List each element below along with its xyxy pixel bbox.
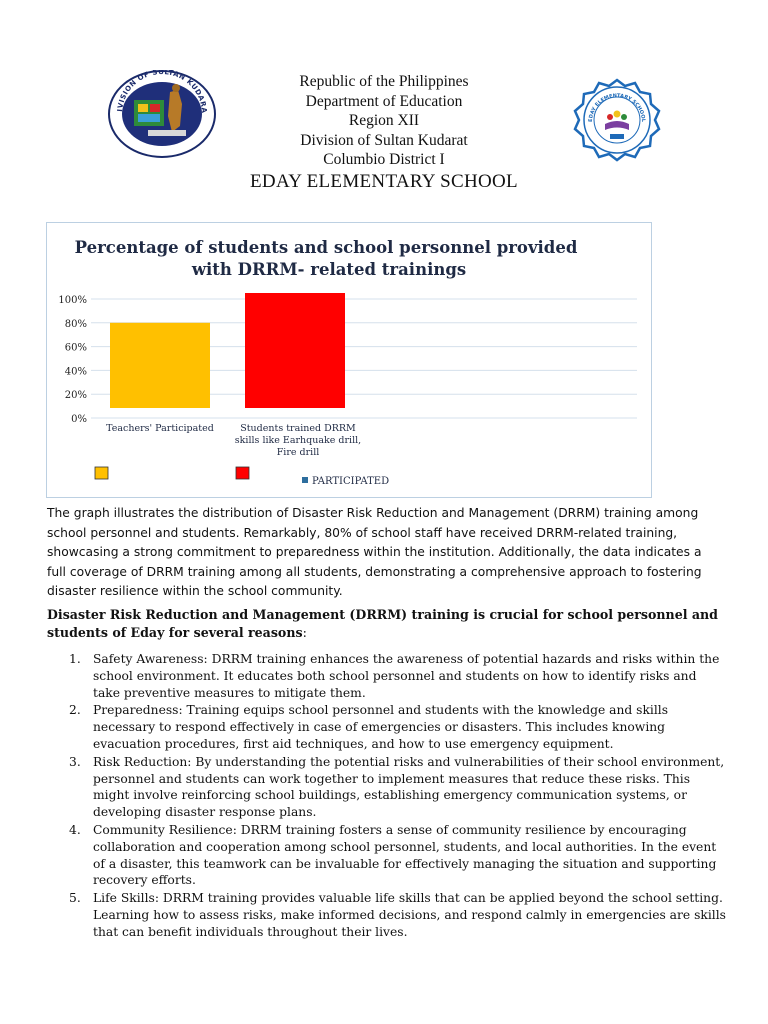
drrm-training-chart bbox=[46, 222, 652, 498]
letterhead-line-region: Region XII bbox=[348, 112, 420, 129]
list-item-text: Preparedness: Training equips school personnel and students with the knowledge and skills necessary to respond effectively in case of emergencies or disasters. This includes knowing evacuation procedures, first aid techniques, and how to use emergency equipment. bbox=[93, 703, 669, 751]
reasons-list bbox=[47, 651, 727, 942]
section-heading-colon: : bbox=[302, 625, 307, 640]
list-item-text: Safety Awareness: DRRM training enhances the awareness of potential hazards and risks within the school environment. It educates both school personnel and students on how to identify risks and take preventive measures to mitigate them. bbox=[93, 652, 720, 700]
x-tick-label: Students trained DRRM bbox=[240, 423, 356, 434]
y-tick-label: 100% bbox=[58, 295, 87, 306]
legend-swatch-red bbox=[236, 467, 249, 479]
list-item bbox=[47, 890, 727, 940]
legend-swatch-yellow bbox=[95, 467, 108, 479]
y-tick-label: 0% bbox=[71, 414, 87, 425]
legend-label: PARTICIPATED bbox=[312, 476, 390, 487]
y-tick-label: 80% bbox=[64, 318, 87, 330]
left-seal-text: IVISION OF SULTAN KUDARA bbox=[116, 70, 209, 114]
list-item-number: 5. bbox=[69, 891, 81, 906]
letterhead-line-district: Columbio District I bbox=[323, 151, 445, 168]
chart-canvas bbox=[47, 223, 651, 497]
legend-marker bbox=[302, 477, 308, 483]
list-item-text: Risk Reduction: By understanding the potential risks and vulnerabilities of their school environment, personnel and students can work together to implement measures that reduce these risks. This might involve reinforcing school buildings, establishing emergency communication systems, or developing disaster response plans. bbox=[93, 754, 725, 820]
letterhead-line-republic: Republic of the Philippines bbox=[299, 73, 469, 90]
x-tick-label: skills like Earhquake drill, bbox=[234, 435, 362, 446]
chart-description-paragraph: The graph illustrates the distribution of Disaster Risk Reduction and Management (DRRM) training among school personnel and students. Remarkably, 80% of school staff have received DRRM-related training, showcasing a strong commitment to preparedness within the institution. Additionally, the data indicates a full coverage of DRRM training among all students, demonstrating a comprehensive approach to fostering disaster resilience within the school community. bbox=[47, 506, 702, 599]
list-item-text: Life Skills: DRRM training provides valuable life skills that can be applied beyond the school setting. Learning how to assess risks, make informed decisions, and respond calmly in emergencies are skills that can benefit individuals throughout their lives. bbox=[93, 891, 726, 939]
list-item bbox=[47, 702, 727, 752]
y-tick-label: 20% bbox=[64, 390, 87, 402]
section-heading bbox=[47, 606, 727, 642]
list-item-number: 4. bbox=[69, 822, 81, 837]
section-heading-text: Disaster Risk Reduction and Management (DRRM) training is crucial for school personnel and students of Eday for several reasons bbox=[47, 607, 718, 640]
chart-title-line-2: with DRRM- related trainings bbox=[191, 260, 467, 279]
school-name: EDAY ELEMENTARY SCHOOL bbox=[250, 170, 518, 192]
right-seal-text: EDAY ELEMENTARY SCHOOL bbox=[587, 92, 647, 123]
list-item-number: 3. bbox=[69, 754, 81, 769]
bar-2 bbox=[245, 293, 345, 408]
y-tick-label: 60% bbox=[64, 342, 87, 354]
y-tick-label: 40% bbox=[64, 366, 87, 378]
x-tick-label: Teachers' Participated bbox=[106, 423, 214, 434]
list-item bbox=[47, 822, 727, 889]
letterhead bbox=[0, 72, 768, 194]
list-item-text: Community Resilience: DRRM training fosters a sense of community resilience by encouraging collaboration and cooperation among school personnel, students, and local authorities. In the event of a disaster, this teamwork can be invaluable for effectively managing the situation and supporting recovery efforts. bbox=[93, 822, 717, 888]
list-item-number: 1. bbox=[69, 652, 81, 666]
x-tick-label: Fire drill bbox=[276, 447, 320, 458]
list-item-number: 2. bbox=[69, 703, 81, 718]
chart-title-line-1: Percentage of students and school personnel provided bbox=[74, 238, 578, 257]
letterhead-line-division: Division of Sultan Kudarat bbox=[300, 131, 468, 149]
letterhead-line-department: Department of Education bbox=[305, 92, 463, 110]
list-item bbox=[47, 651, 727, 701]
list-item bbox=[47, 754, 727, 821]
bar-1 bbox=[110, 323, 210, 408]
